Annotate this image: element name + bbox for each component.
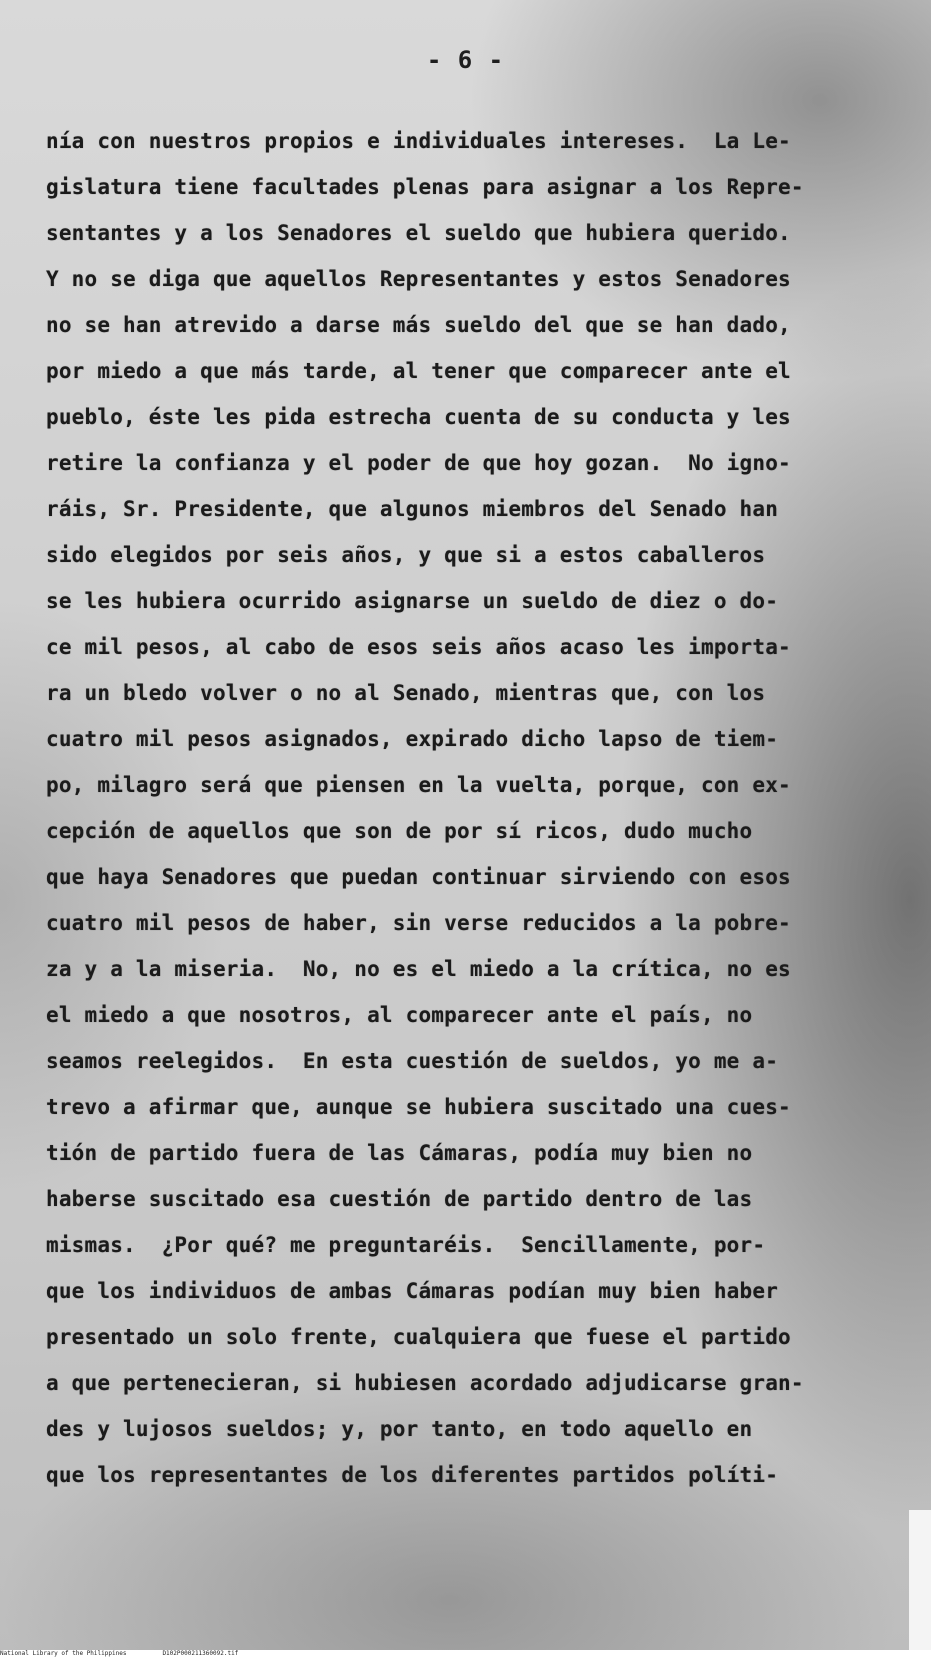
text-line: nía con nuestros propios e individuales intereses. La Le- (46, 129, 791, 153)
text-line: no se han atrevido a darse más sueldo del que se han dado, (46, 313, 791, 337)
scan-edge-strip (909, 1510, 931, 1650)
text-line: por miedo a que más tarde, al tener que comparecer ante el (46, 359, 791, 383)
text-line: sido elegidos por seis años, y que si a estos caballeros (46, 543, 766, 567)
text-line: ce mil pesos, al cabo de esos seis años acaso les importa- (46, 635, 791, 659)
text-line: des y lujosos sueldos; y, por tanto, en todo aquello en (46, 1417, 753, 1441)
scan-footer (0, 1650, 931, 1658)
text-line: seamos reelegidos. En esta cuestión de sueldos, yo me a- (46, 1049, 779, 1073)
text-line: ra un bledo volver o no al Senado, mientras que, con los (46, 681, 766, 705)
page-number: - 6 - (426, 46, 505, 74)
text-line: tión de partido fuera de las Cámaras, podía muy bien no (46, 1141, 753, 1165)
text-line: za y a la miseria. No, no es el miedo a la crítica, no es (46, 957, 791, 981)
text-line: a que pertenecieran, si hubiesen acordado adjudicarse gran- (46, 1371, 804, 1395)
text-line: que los representantes de los diferentes partidos políti- (46, 1463, 779, 1487)
text-line: sentantes y a los Senadores el sueldo que hubiera querido. (46, 221, 791, 245)
text-line: ráis, Sr. Presidente, que algunos miembros del Senado han (46, 497, 779, 521)
text-line: po, milagro será que piensen en la vuelta, porque, con ex- (46, 773, 791, 797)
body-text (46, 118, 896, 1498)
text-line: gislatura tiene facultades plenas para asignar a los Repre- (46, 175, 804, 199)
text-line: trevo a afirmar que, aunque se hubiera suscitado una cues- (46, 1095, 791, 1119)
text-line: que haya Senadores que puedan continuar sirviendo con esos (46, 865, 791, 889)
text-line: cuatro mil pesos asignados, expirado dicho lapso de tiem- (46, 727, 779, 751)
text-line: retire la confianza y el poder de que hoy gozan. No igno- (46, 451, 791, 475)
text-line: presentado un solo frente, cualquiera que fuese el partido (46, 1325, 791, 1349)
text-line: haberse suscitado esa cuestión de partido dentro de las (46, 1187, 753, 1211)
text-line: el miedo a que nosotros, al comparecer ante el país, no (46, 1003, 753, 1027)
footer-file-id: D102P000211360092.tif (162, 1650, 239, 1657)
text-line: que los individuos de ambas Cámaras podían muy bien haber (46, 1279, 779, 1303)
text-line: pueblo, éste les pida estrecha cuenta de su conducta y les (46, 405, 791, 429)
footer-library: National Library of the Philippines (0, 1650, 127, 1657)
text-line: cepción de aquellos que son de por sí ricos, dudo mucho (46, 819, 753, 843)
text-line: mismas. ¿Por qué? me preguntaréis. Sencillamente, por- (46, 1233, 766, 1257)
text-line: cuatro mil pesos de haber, sin verse reducidos a la pobre- (46, 911, 791, 935)
text-line: se les hubiera ocurrido asignarse un sueldo de diez o do- (46, 589, 779, 613)
text-line: Y no se diga que aquellos Representantes y estos Senadores (46, 267, 791, 291)
